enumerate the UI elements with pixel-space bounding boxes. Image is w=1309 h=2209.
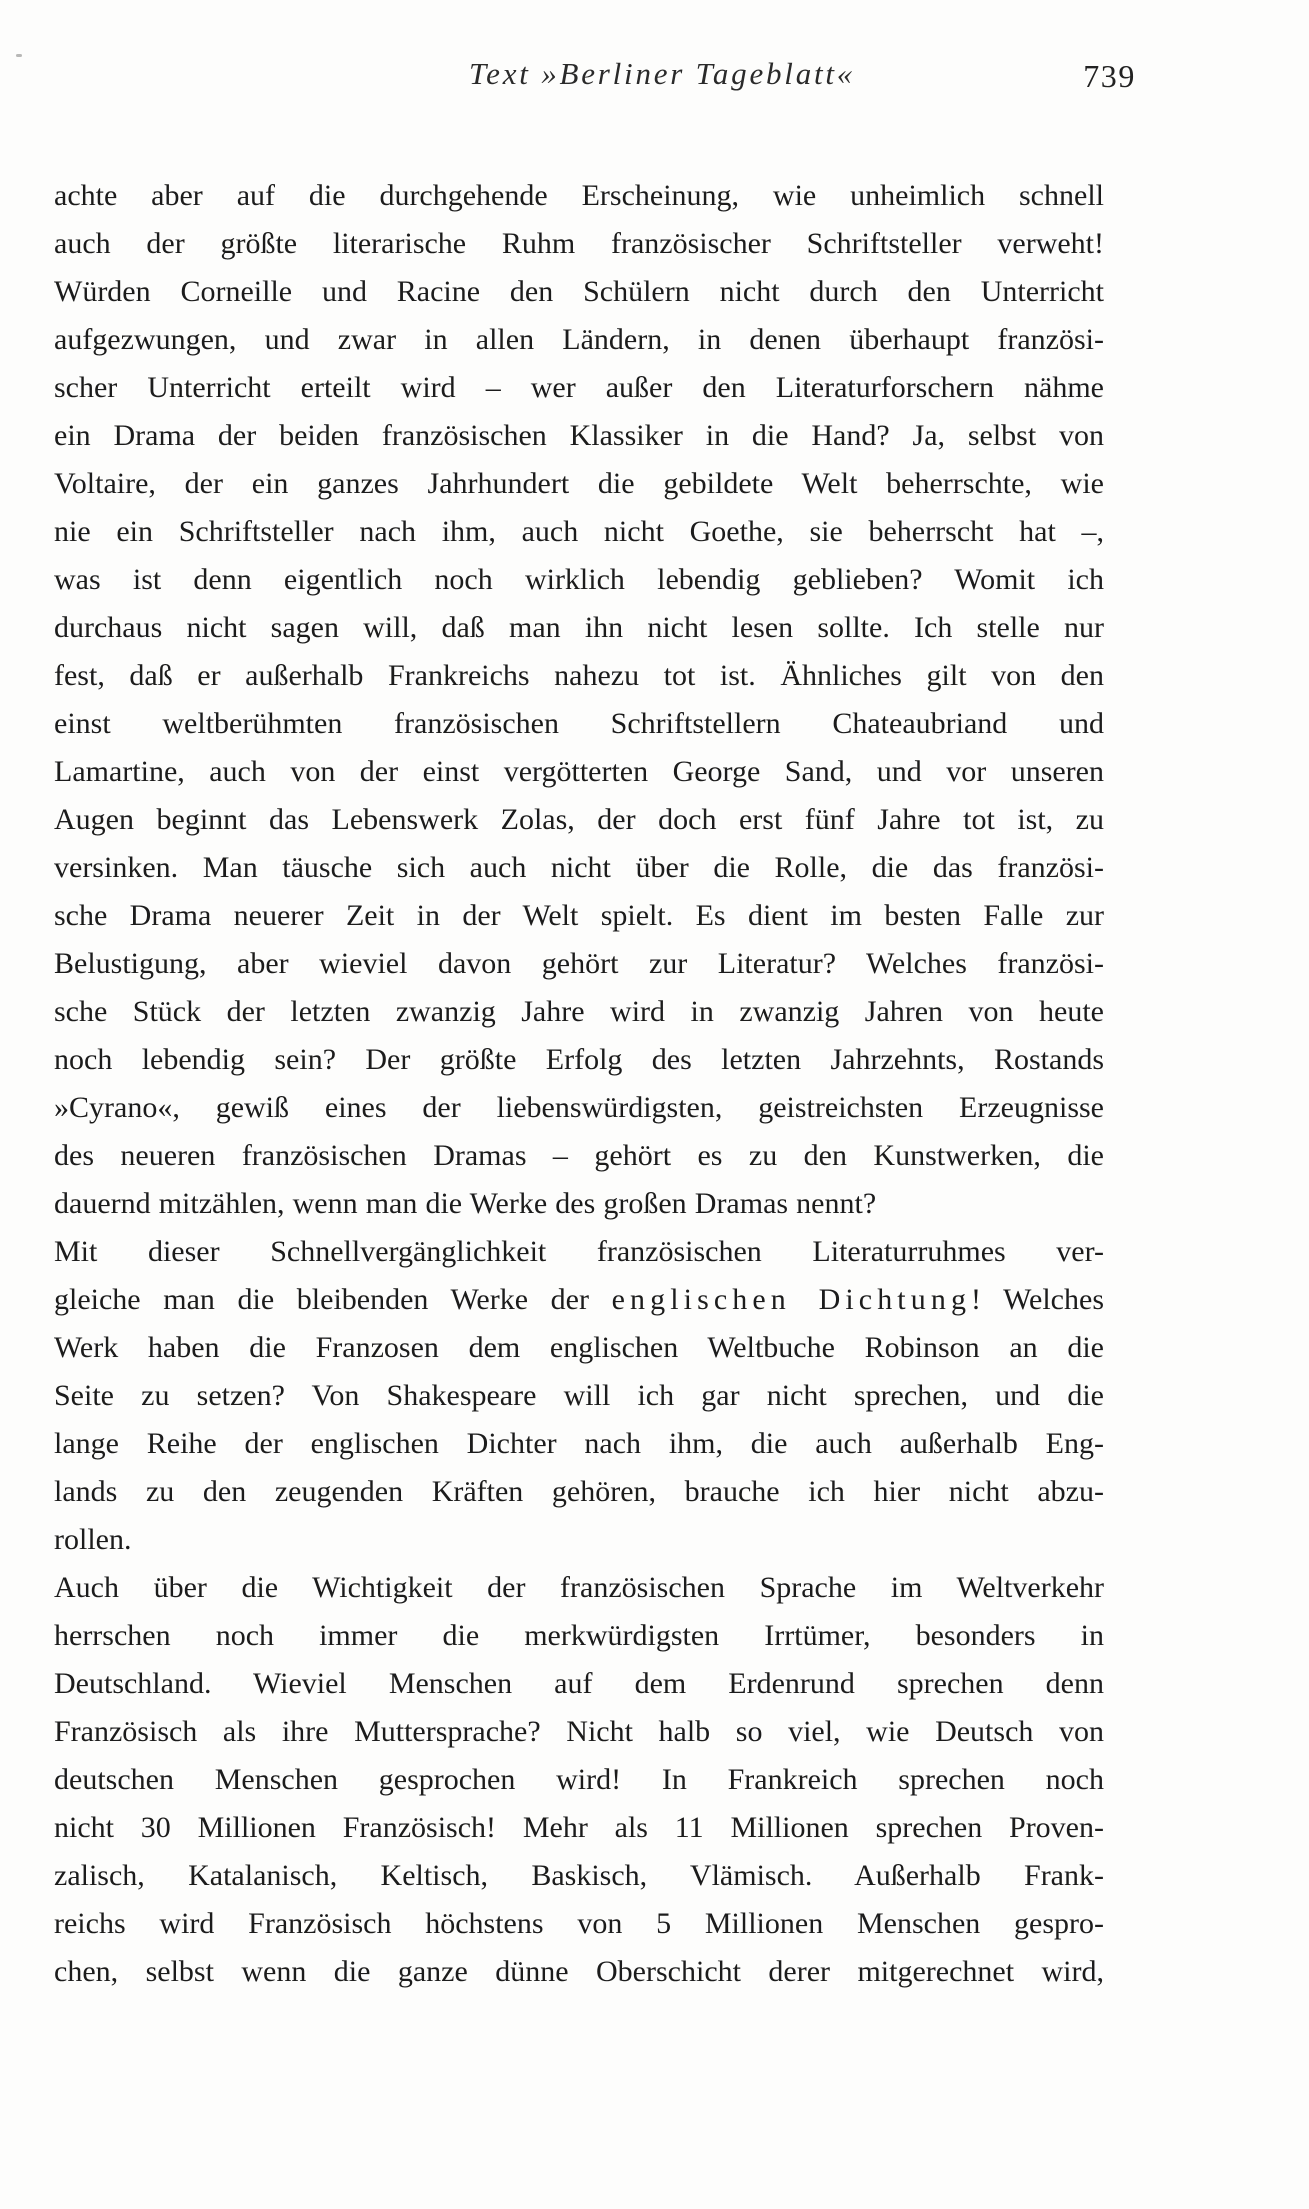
- text-line: noch lebendig sein? Der größte Erfolg des letzten Jahrzehnts, Rostands: [54, 1043, 1104, 1076]
- letterspaced-emphasis: englischen Dichtung: [611, 1283, 972, 1316]
- text-line: herrschen noch immer die merkwürdigsten Irrtümer, besonders in: [54, 1619, 1104, 1652]
- text-line: fest, daß er außerhalb Frankreichs nahezu tot ist. Ähnliches gilt von den: [54, 659, 1104, 692]
- text-line: durchaus nicht sagen will, daß man ihn nicht lesen sollte. Ich stelle nur: [54, 611, 1104, 644]
- text-line: Französisch als ihre Muttersprache? Nicht halb so viel, wie Deutsch von: [54, 1715, 1104, 1748]
- text-line: Auch über die Wichtigkeit der französischen Sprache im Weltverkehr: [54, 1571, 1104, 1604]
- text-line: Belustigung, aber wieviel davon gehört zur Literatur? Welches französi-: [54, 947, 1104, 980]
- text-line: Lamartine, auch von der einst vergötterten George Sand, und vor unseren: [54, 755, 1104, 788]
- text-line: Deutschland. Wieviel Menschen auf dem Erdenrund sprechen denn: [54, 1667, 1104, 1700]
- text-line: dauernd mitzählen, wenn man die Werke des großen Dramas nennt?: [54, 1187, 877, 1220]
- body-text: [54, 172, 1104, 1996]
- text-line: deutschen Menschen gesprochen wird! In Frankreich sprechen noch: [54, 1763, 1104, 1796]
- text-line: aufgezwungen, und zwar in allen Ländern, in denen überhaupt französi-: [54, 323, 1104, 356]
- text-line: achte aber auf die durchgehende Erscheinung, wie unheimlich schnell: [54, 179, 1104, 212]
- text-line: ein Drama der beiden französischen Klassiker in die Hand? Ja, selbst von: [54, 419, 1104, 452]
- text-line: auch der größte literarische Ruhm französischer Schriftsteller verweht!: [54, 227, 1104, 260]
- running-head-title: Text »Berliner Tageblatt«: [469, 56, 856, 91]
- text-line: nie ein Schriftsteller nach ihm, auch nicht Goethe, sie beherrscht hat –,: [54, 515, 1104, 548]
- text-segment: ! Welches: [971, 1283, 1104, 1316]
- text-line: [54, 1276, 1104, 1324]
- text-line: zalisch, Katalanisch, Keltisch, Baskisch, Vlämisch. Außerhalb Frank-: [54, 1859, 1104, 1892]
- text-line: Würden Corneille und Racine den Schülern nicht durch den Unterricht: [54, 275, 1104, 308]
- text-line: Mit dieser Schnellvergänglichkeit französischen Literaturruhmes ver-: [54, 1235, 1104, 1268]
- text-line: Seite zu setzen? Von Shakespeare will ich gar nicht sprechen, und die: [54, 1379, 1104, 1412]
- text-line: des neueren französischen Dramas – gehört es zu den Kunstwerken, die: [54, 1139, 1104, 1172]
- text-line: Augen beginnt das Lebenswerk Zolas, der doch erst fünf Jahre tot ist, zu: [54, 803, 1104, 836]
- paragraph: [54, 1564, 1104, 1996]
- text-line: scher Unterricht erteilt wird – wer außer den Literaturforschern nähme: [54, 371, 1104, 404]
- text-line: sche Stück der letzten zwanzig Jahre wird in zwanzig Jahren von heute: [54, 995, 1104, 1028]
- text-line: einst weltberühmten französischen Schriftstellern Chateaubriand und: [54, 707, 1104, 740]
- text-segment: gleiche man die bleibenden Werke der: [54, 1283, 612, 1316]
- text-line: rollen.: [54, 1523, 132, 1556]
- text-line: Werk haben die Franzosen dem englischen Weltbuche Robinson an die: [54, 1331, 1104, 1364]
- text-line: lange Reihe der englischen Dichter nach ihm, die auch außerhalb Eng-: [54, 1427, 1104, 1460]
- text-line: sche Drama neuerer Zeit in der Welt spielt. Es dient im besten Falle zur: [54, 899, 1104, 932]
- text-line: was ist denn eigentlich noch wirklich lebendig geblieben? Womit ich: [54, 563, 1104, 596]
- paragraph: [54, 172, 1104, 1228]
- text-line: reichs wird Französisch höchstens von 5 Millionen Menschen gespro-: [54, 1907, 1104, 1940]
- text-line: chen, selbst wenn die ganze dünne Oberschicht derer mitgerechnet wird,: [54, 1955, 1104, 1988]
- text-line: Voltaire, der ein ganzes Jahrhundert die gebildete Welt beherrschte, wie: [54, 467, 1104, 500]
- page-number: 739: [1083, 58, 1136, 94]
- text-line: »Cyrano«, gewiß eines der liebenswürdigsten, geistreichsten Erzeugnisse: [54, 1091, 1104, 1124]
- scan-artifact-mark: [16, 54, 22, 57]
- running-head: [54, 56, 1136, 106]
- text-line: nicht 30 Millionen Französisch! Mehr als 11 Millionen sprechen Proven-: [54, 1811, 1104, 1844]
- paragraph: [54, 1228, 1104, 1564]
- text-line: versinken. Man täusche sich auch nicht über die Rolle, die das französi-: [54, 851, 1104, 884]
- text-line: lands zu den zeugenden Kräften gehören, brauche ich hier nicht abzu-: [54, 1475, 1104, 1508]
